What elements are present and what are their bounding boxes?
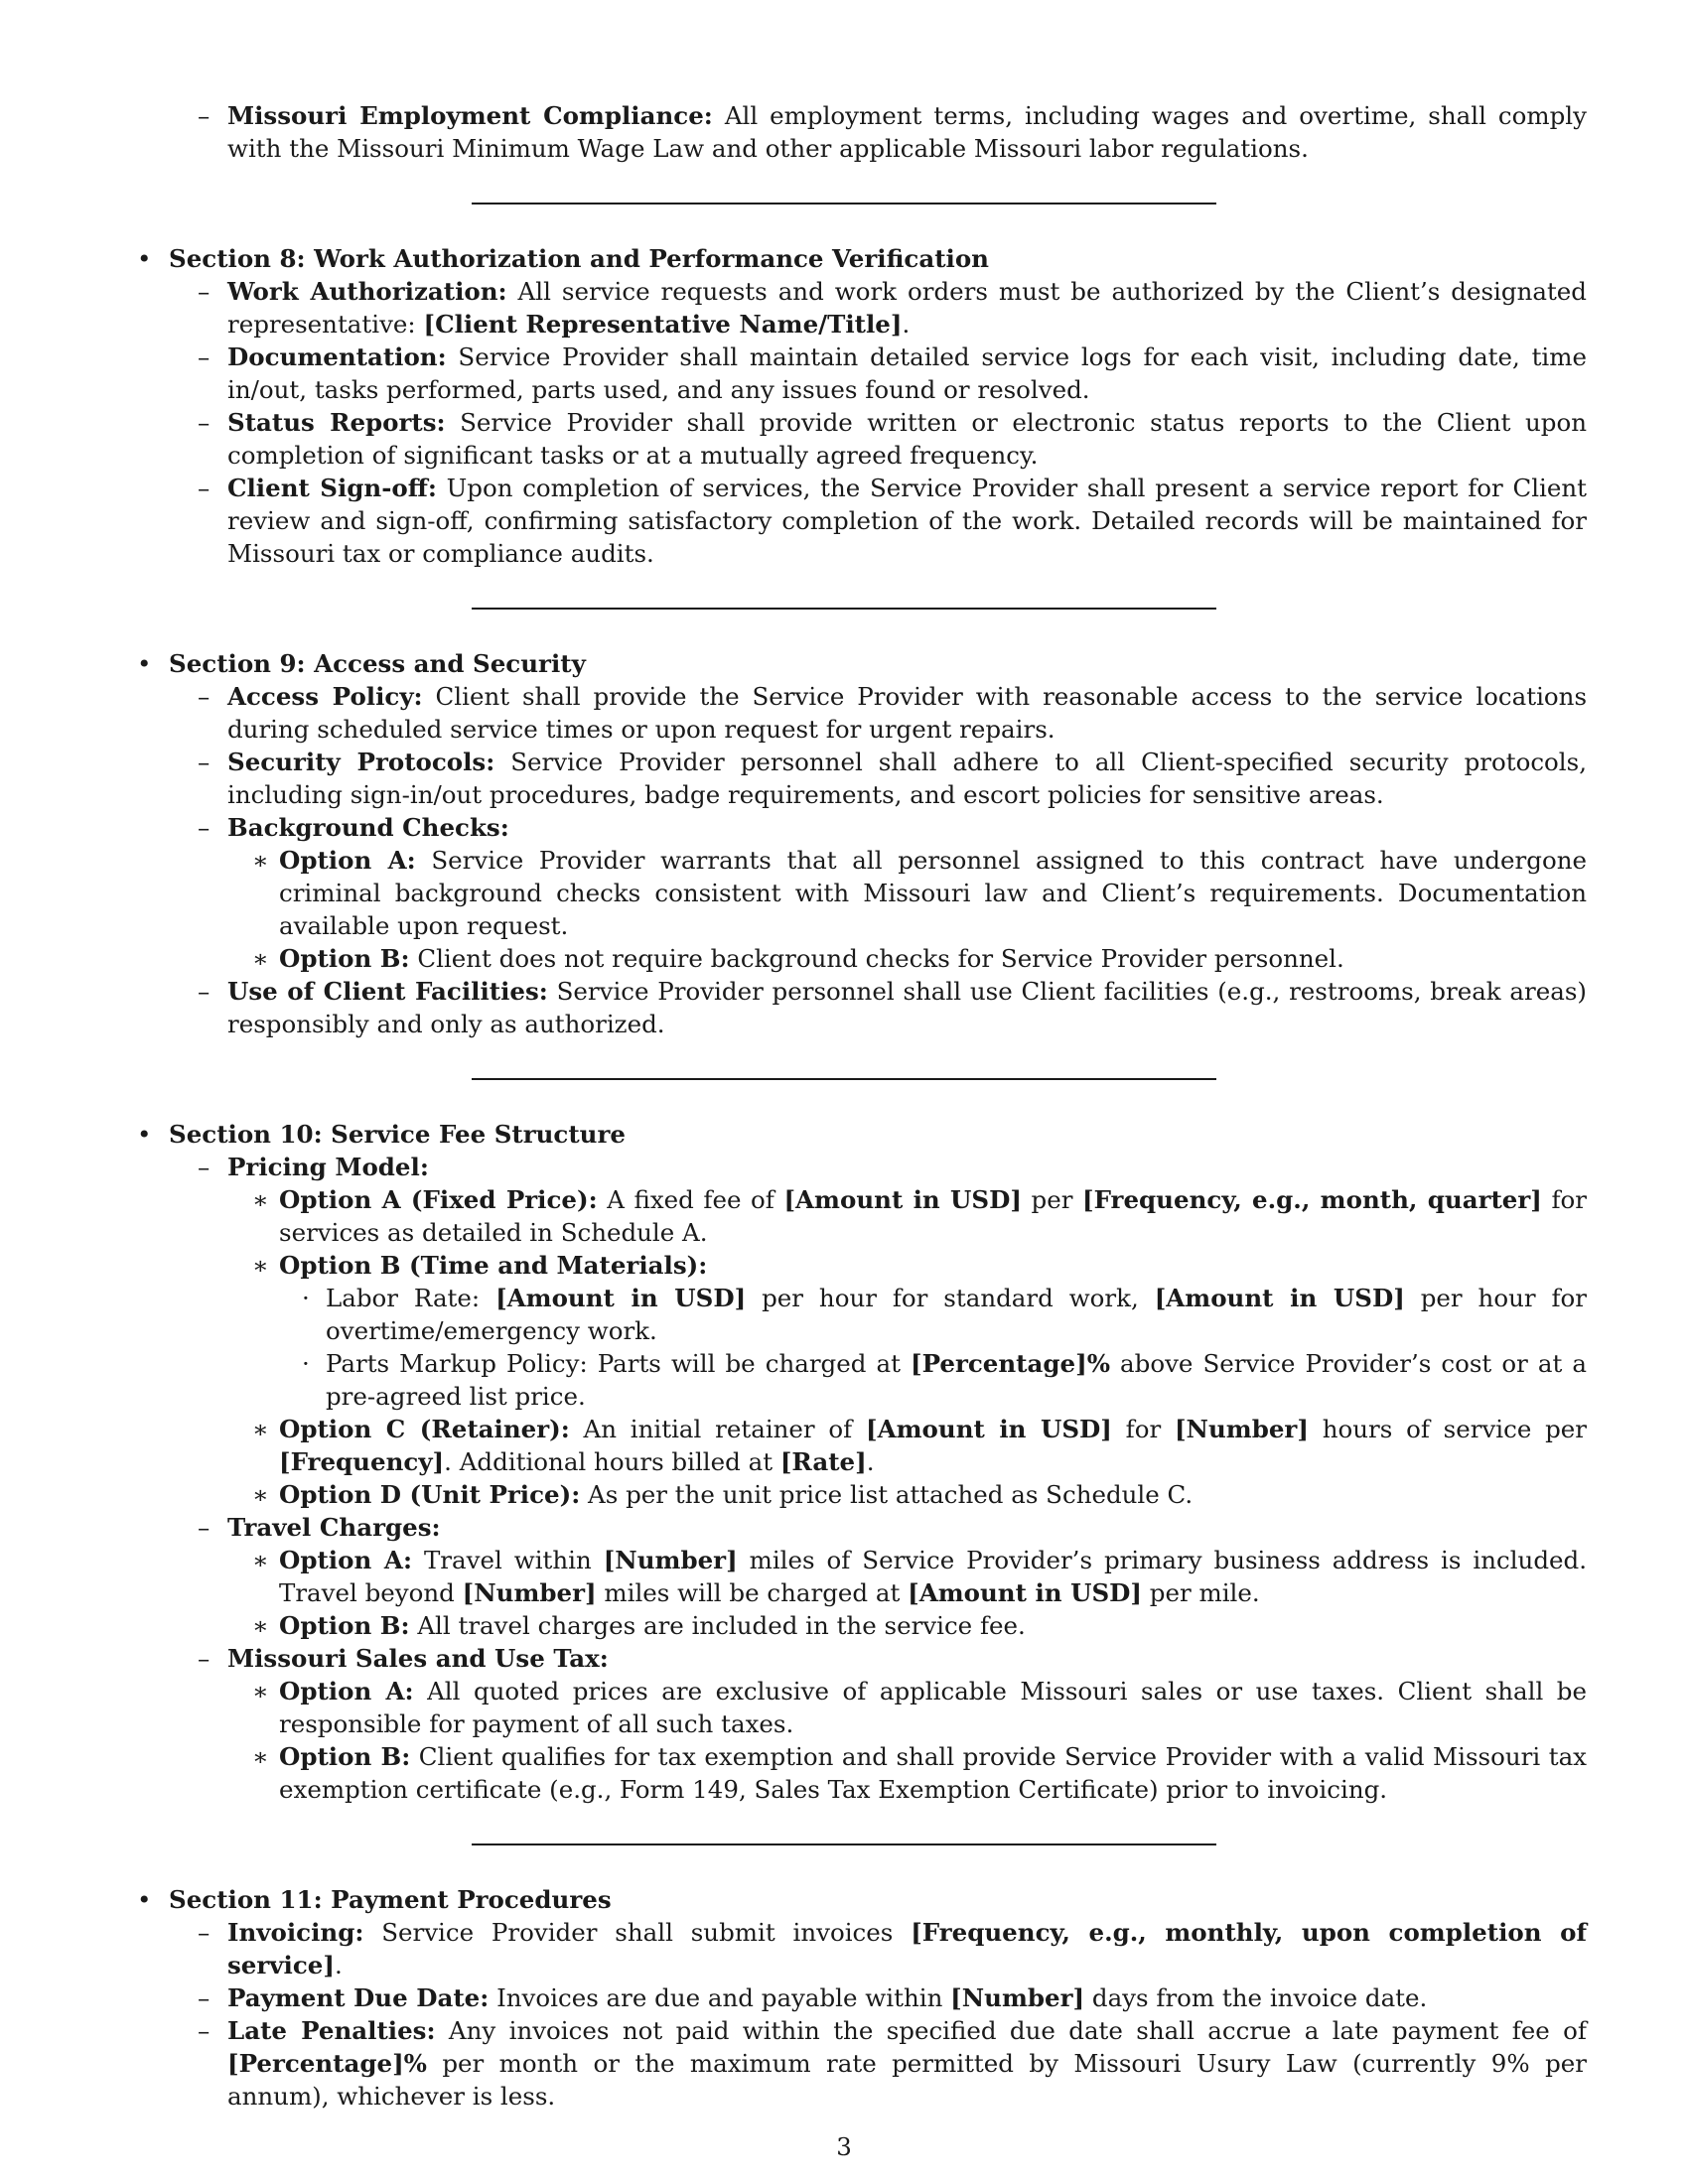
dot-marker: · — [302, 1349, 310, 1378]
sub-item-option-c-retainer — [137, 1413, 1587, 1478]
item-text: Any invoices not paid within the specified due date shall accrue a late payment fee of — [435, 2016, 1587, 2045]
section-9 — [137, 647, 1587, 680]
placeholder-field: [Rate] — [779, 1447, 867, 1476]
sub-item-option-d-unit-price — [137, 1478, 1587, 1511]
placeholder-field: [Number] — [950, 1983, 1085, 2012]
placeholder-field: [Frequency, e.g., monthly, upon completion of service] — [227, 1918, 1587, 1979]
asterisk-marker: ∗ — [252, 944, 269, 973]
placeholder-field: [Amount in USD] — [866, 1415, 1112, 1443]
item-text: Client shall provide the Service Provider with reasonable access to the service locations during scheduled service times or upon request for urgent repairs. — [227, 682, 1588, 744]
sub-sub-item-labor-rate — [137, 1282, 1587, 1347]
item-text: per month or the maximum rate permitted by Missouri Usury Law (currently 9% per annum), whichever is less. — [227, 2049, 1587, 2111]
section-divider — [472, 1078, 1216, 1080]
section-heading: Section 9: Access and Security — [169, 649, 586, 678]
item-text: Travel within — [412, 1546, 604, 1574]
item-text: Service Provider shall maintain detailed service logs for each visit, including date, time in/out, tasks performed, parts used, and any issues found or resolved. — [227, 342, 1587, 404]
sub-item-option-b — [137, 942, 1587, 975]
sub-sub-item-parts-markup — [137, 1347, 1587, 1413]
item-text: for services as detailed in Schedule A. — [279, 1185, 1588, 1247]
asterisk-marker: ∗ — [252, 1480, 269, 1509]
item-text: Service Provider warrants that all personnel assigned to this contract have undergone criminal background checks consistent with Missouri law and Client’s requirements. Documentation available upon request. — [279, 846, 1587, 940]
item-label: Option B: — [279, 1742, 411, 1771]
item-text: miles will be charged at — [596, 1578, 909, 1607]
list-item-travel-charges — [137, 1511, 1587, 1544]
item-text: . — [866, 1447, 875, 1476]
dash-marker: – — [198, 748, 211, 776]
section-divider — [472, 203, 1216, 205]
placeholder-field: [Number] — [1174, 1415, 1309, 1443]
item-text: All employment terms, including wages and overtime, shall comply with the Missouri Minimum Wage Law and other applicable Missouri labor regulations. — [227, 101, 1587, 163]
asterisk-marker: ∗ — [252, 846, 269, 875]
list-item-late-penalties — [137, 2014, 1587, 2113]
sub-item-travel-option-a — [137, 1544, 1587, 1609]
item-label: Documentation: — [227, 342, 447, 371]
dash-marker: – — [198, 277, 211, 306]
item-label: Option D (Unit Price): — [279, 1480, 581, 1509]
item-text: . — [902, 310, 911, 339]
item-text: A fixed fee of — [597, 1185, 784, 1214]
item-text: Invoices are due and payable within — [489, 1983, 951, 2012]
item-text: Service Provider personnel shall adhere to all Client-specified security protocols, including sign-in/out procedures, badge requirements, and escort policies for sensitive areas. — [227, 748, 1587, 809]
item-label: Security Protocols: — [227, 748, 495, 776]
asterisk-marker: ∗ — [252, 1611, 269, 1640]
bullet-marker: • — [137, 1120, 152, 1149]
list-item-payment-due-date — [137, 1981, 1587, 2014]
item-text: Client does not require background checks for Service Provider personnel. — [409, 944, 1344, 973]
section-11 — [137, 1883, 1587, 1916]
item-text: Service Provider personnel shall use Client facilities (e.g., restrooms, break areas) responsibly and only as authorized. — [227, 977, 1587, 1038]
placeholder-field: [Number] — [462, 1578, 597, 1607]
item-label: Invoicing: — [227, 1918, 364, 1947]
section-heading: Section 10: Service Fee Structure — [169, 1120, 626, 1149]
placeholder-field: [Amount in USD] — [1154, 1284, 1405, 1312]
asterisk-marker: ∗ — [252, 1742, 269, 1771]
sub-item-tax-option-a — [137, 1675, 1587, 1740]
item-label: Option A: — [279, 1677, 414, 1706]
list-item-missouri-sales-and-use-tax — [137, 1642, 1587, 1675]
item-text: Labor Rate: — [326, 1284, 496, 1312]
list-item-client-sign-off — [137, 472, 1587, 570]
item-label: Option B (Time and Materials): — [279, 1251, 708, 1280]
item-label: Missouri Employment Compliance: — [227, 101, 713, 130]
item-text: . Additional hours billed at — [444, 1447, 780, 1476]
item-text: days from the invoice date. — [1084, 1983, 1428, 2012]
item-text: for — [1111, 1415, 1175, 1443]
item-text: Service Provider shall submit invoices — [363, 1918, 912, 1947]
item-label: Work Authorization: — [227, 277, 507, 306]
section-divider — [472, 608, 1216, 610]
item-text: As per the unit price list attached as Schedule C. — [580, 1480, 1194, 1509]
asterisk-marker: ∗ — [252, 1251, 269, 1280]
item-label: Background Checks: — [227, 813, 509, 842]
item-text: Service Provider shall provide written or electronic status reports to the Client upon completion of significant tasks or at a mutually agreed frequency. — [227, 408, 1587, 470]
placeholder-field: [Amount in USD] — [783, 1185, 1022, 1214]
list-item-work-authorization — [137, 275, 1587, 341]
item-label: Option B: — [279, 944, 410, 973]
item-label: Payment Due Date: — [227, 1983, 490, 2012]
dash-marker: – — [198, 342, 211, 371]
item-text: above Service Provider’s cost or at a pre-agreed list price. — [326, 1349, 1587, 1411]
placeholder-field: [Percentage]% — [227, 2049, 427, 2078]
item-text: hours of service per — [1308, 1415, 1588, 1443]
list-item-use-of-client-facilities — [137, 975, 1587, 1040]
item-label: Use of Client Facilities: — [227, 977, 548, 1006]
item-label: Option C (Retainer): — [279, 1415, 570, 1443]
item-text: Parts Markup Policy: Parts will be charged at — [326, 1349, 912, 1378]
list-item-security-protocols — [137, 746, 1587, 811]
bullet-marker: • — [137, 649, 152, 678]
asterisk-marker: ∗ — [252, 1546, 269, 1574]
item-label: Pricing Model: — [227, 1153, 429, 1181]
item-label: Client Sign-off: — [227, 474, 437, 502]
item-text: miles of Service Provider’s primary business address is included. Travel beyond — [279, 1546, 1587, 1607]
item-label: Late Penalties: — [227, 2016, 436, 2045]
dash-marker: – — [198, 1153, 211, 1181]
section-8 — [137, 242, 1587, 275]
list-item-pricing-model — [137, 1151, 1587, 1183]
list-item-missouri-employment-compliance — [137, 99, 1587, 165]
document-body — [137, 99, 1587, 2113]
bullet-marker: • — [137, 1885, 152, 1914]
section-heading: Section 11: Payment Procedures — [169, 1885, 612, 1914]
item-text: per — [1021, 1185, 1082, 1214]
sub-item-option-b-time-and-materials — [137, 1249, 1587, 1282]
sub-item-option-a-fixed-price — [137, 1183, 1587, 1249]
asterisk-marker: ∗ — [252, 1185, 269, 1214]
item-text: All quoted prices are exclusive of applicable Missouri sales or use taxes. Client shall be responsible for payment of all such taxes. — [279, 1677, 1587, 1738]
item-label: Status Reports: — [227, 408, 446, 437]
item-text: Client qualifies for tax exemption and shall provide Service Provider with a valid Missouri tax exemption certificate (e.g., Form 149, Sales Tax Exemption Certificate) prior to invoicing. — [279, 1742, 1587, 1804]
sub-item-tax-option-b — [137, 1740, 1587, 1806]
dash-marker: – — [198, 813, 211, 842]
list-item-background-checks — [137, 811, 1587, 844]
dash-marker: – — [198, 408, 211, 437]
dash-marker: – — [198, 682, 211, 711]
sub-item-travel-option-b — [137, 1609, 1587, 1642]
dash-marker: – — [198, 1918, 211, 1947]
item-label: Option A: — [279, 846, 416, 875]
list-item-access-policy — [137, 680, 1587, 746]
item-label: Access Policy: — [227, 682, 423, 711]
dash-marker: – — [198, 2016, 211, 2045]
placeholder-field: [Amount in USD] — [495, 1284, 747, 1312]
item-label: Option A (Fixed Price): — [279, 1185, 598, 1214]
page-number: 3 — [836, 2132, 852, 2161]
item-text: Upon completion of services, the Service Provider shall present a service report for Client review and sign-off, confirming satisfactory completion of the work. Detailed records will be maintained for Missouri tax or compliance audits. — [227, 474, 1587, 568]
section-10 — [137, 1118, 1587, 1151]
section-divider — [472, 1843, 1216, 1845]
placeholder-field: [Number] — [603, 1546, 738, 1574]
item-text: per hour for standard work, — [746, 1284, 1155, 1312]
item-label: Option B: — [279, 1611, 410, 1640]
item-label: Travel Charges: — [227, 1513, 441, 1542]
dash-marker: – — [198, 474, 211, 502]
list-item-documentation — [137, 341, 1587, 406]
item-text: per mile. — [1142, 1578, 1260, 1607]
bullet-marker: • — [137, 244, 152, 273]
item-text: An initial retainer of — [569, 1415, 867, 1443]
item-text: . — [334, 1951, 343, 1979]
dash-marker: – — [198, 1644, 211, 1673]
dot-marker: · — [302, 1284, 310, 1312]
placeholder-field: [Amount in USD] — [908, 1578, 1142, 1607]
sub-item-option-a — [137, 844, 1587, 942]
section-heading: Section 8: Work Authorization and Performance Verification — [169, 244, 989, 273]
placeholder-field: [Frequency, e.g., month, quarter] — [1082, 1185, 1542, 1214]
dash-marker: – — [198, 1983, 211, 2012]
item-label: Missouri Sales and Use Tax: — [227, 1644, 609, 1673]
placeholder-field: [Frequency] — [279, 1447, 445, 1476]
item-text: All service requests and work orders must be authorized by the Client’s designated representative: — [227, 277, 1587, 339]
list-item-status-reports — [137, 406, 1587, 472]
item-text: per hour for overtime/emergency work. — [326, 1284, 1588, 1345]
item-label: Option A: — [279, 1546, 412, 1574]
dash-marker: – — [198, 101, 211, 130]
dash-marker: – — [198, 1513, 211, 1542]
asterisk-marker: ∗ — [252, 1677, 269, 1706]
placeholder-field: [Percentage]% — [911, 1349, 1110, 1378]
list-item-invoicing — [137, 1916, 1587, 1981]
asterisk-marker: ∗ — [252, 1415, 269, 1443]
item-text: All travel charges are included in the service fee. — [409, 1611, 1026, 1640]
placeholder-field: [Client Representative Name/Title] — [423, 310, 903, 339]
dash-marker: – — [198, 977, 211, 1006]
